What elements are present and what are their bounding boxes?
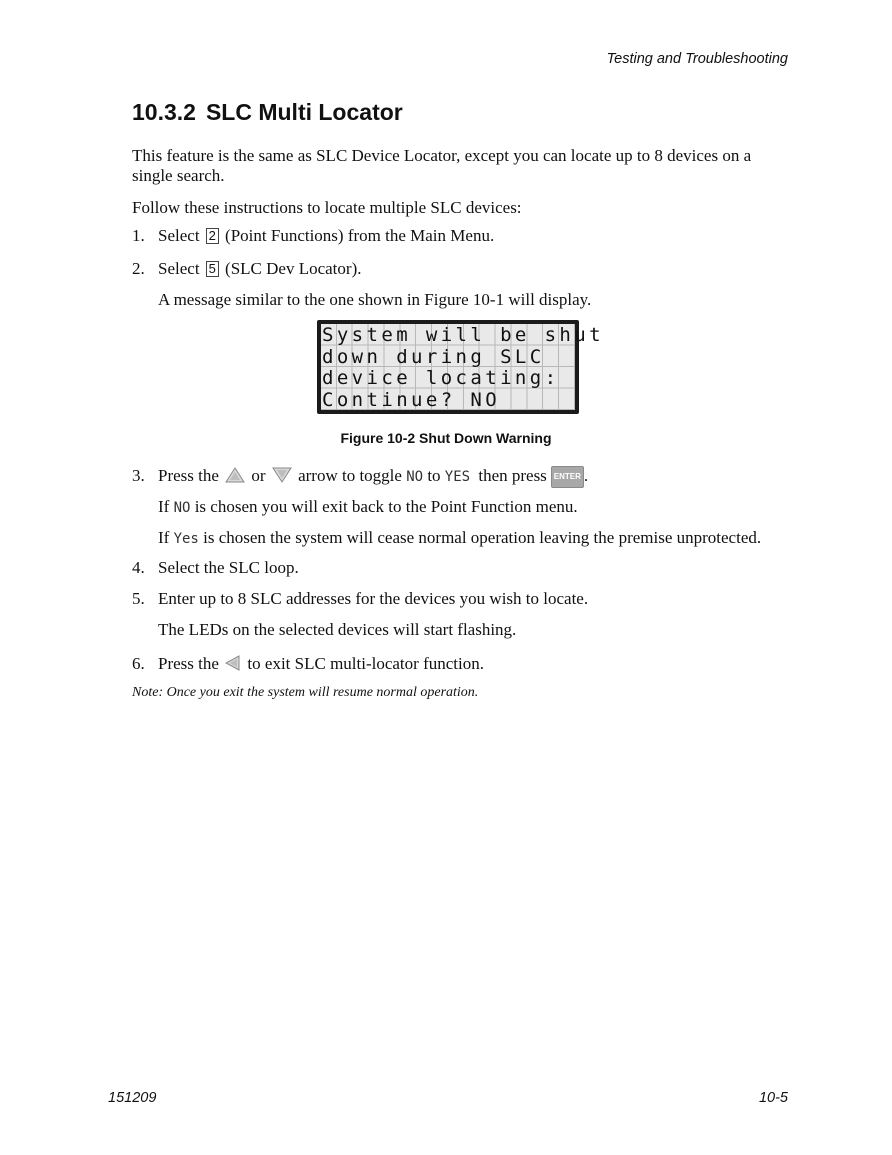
step-3-pre: Press the: [158, 466, 219, 485]
lcd-grid: [321, 324, 604, 411]
step-2-subtext: A message similar to the one shown in Figure 10-1 will display.: [158, 290, 592, 309]
figure-caption: Figure 10-2 Shut Down Warning: [340, 430, 552, 446]
lcd-word-yes-2: Yes: [173, 531, 199, 547]
step-6-post: to exit SLC multi-locator function.: [247, 654, 484, 673]
step-3-text: [158, 466, 588, 488]
lcd-line-1: System will be shut: [322, 324, 604, 346]
step-3-number: 3.: [132, 466, 145, 485]
lcd-line-3: device locating:: [322, 367, 560, 389]
section-title: SLC Multi Locator: [205, 99, 403, 125]
step-3-to: to: [427, 466, 441, 485]
step-1-number: 1.: [132, 226, 145, 245]
note-text: Note: Once you exit the system will resume normal operation.: [132, 685, 479, 700]
step-5-number: 5.: [132, 589, 145, 608]
section-number: 10.3.2: [132, 99, 196, 125]
step-3-sub-2-post: is chosen the system will cease normal operation leaving the premise unprotected.: [203, 528, 762, 547]
step-1-pre: Select: [158, 226, 200, 245]
step-6-text: [158, 654, 484, 674]
footer-page-number: 10-5: [758, 1090, 788, 1106]
step-3-sub-2: [158, 528, 761, 548]
enter-key-icon: ENTER: [551, 466, 584, 488]
step-3-sub-2-pre: If: [158, 528, 170, 547]
step-3-sub-1-pre: If: [158, 497, 170, 516]
step-4-text: Select the SLC loop.: [158, 558, 299, 577]
step-5-text: Enter up to 8 SLC addresses for the devices you wish to locate.: [158, 589, 589, 608]
step-2-number: 2.: [132, 259, 145, 278]
lcd-line-2: down during SLC: [322, 345, 545, 368]
step-3-then: then press: [478, 466, 547, 485]
footer-doc-number: 151209: [108, 1090, 157, 1106]
section-heading: [132, 99, 403, 126]
step-3-end: .: [583, 466, 589, 485]
back-arrow-key-icon: [225, 655, 241, 671]
step-3-or: or: [251, 466, 266, 485]
key-5-icon: 5: [206, 261, 219, 277]
step-2-post: (SLC Dev Locator).: [225, 259, 362, 278]
step-2-text: [158, 259, 361, 279]
lcd-word-no: NO: [406, 469, 424, 485]
step-3-sub-1-post: is chosen you will exit back to the Point Function menu.: [194, 497, 578, 516]
step-5-subtext: The LEDs on the selected devices will start flashing.: [158, 620, 517, 639]
step-3-mid: arrow to toggle: [298, 466, 402, 485]
lcd-line-4: Continue? NO: [322, 388, 501, 411]
step-2-pre: Select: [158, 259, 200, 278]
up-arrow-key-icon: [225, 467, 245, 483]
lcd-display: [317, 320, 604, 414]
step-1-post: (Point Functions) from the Main Menu.: [225, 226, 495, 245]
down-arrow-key-icon: [272, 467, 292, 483]
step-6-number: 6.: [132, 654, 145, 673]
running-header: Testing and Troubleshooting: [606, 51, 788, 67]
intro-paragraph: This feature is the same as SLC Device Locator, except you can locate up to 8 devices on a single search.: [132, 146, 752, 185]
lcd-word-no-2: NO: [173, 500, 191, 516]
lcd-word-yes: YES: [444, 469, 471, 485]
step-4-number: 4.: [132, 558, 145, 577]
instructions-lead: Follow these instructions to locate multiple SLC devices:: [132, 198, 522, 217]
step-6-pre: Press the: [158, 654, 219, 673]
key-2-icon: 2: [206, 228, 219, 244]
step-1-text: [158, 226, 494, 246]
step-3-sub-1: [158, 497, 578, 517]
